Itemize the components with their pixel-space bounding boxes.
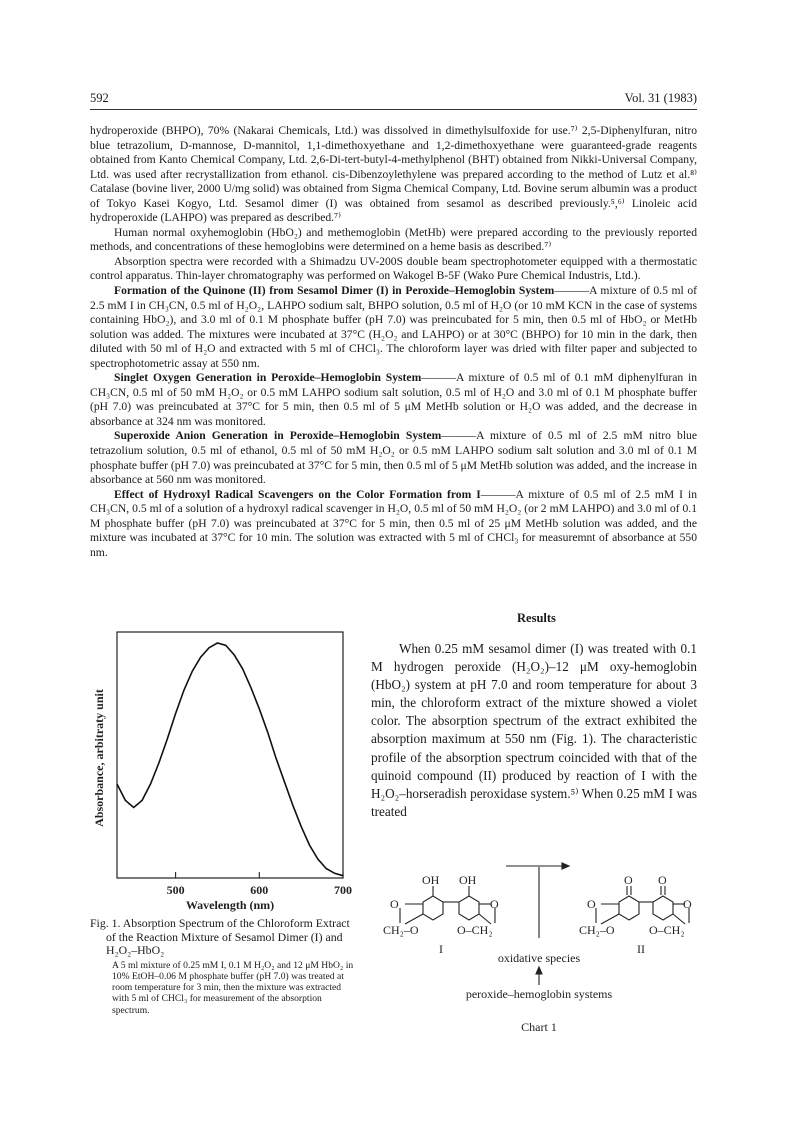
compound-I-ch2o: CH₂–O [383, 923, 419, 937]
x-axis-label: Wavelength (nm) [185, 898, 275, 912]
compound-II-och2: O–CH₂ [649, 923, 685, 937]
caption-note: A 5 ml mixture of 0.25 mM I, 0.1 M H₂O₂ and 12 μM HbO₂ in 10% EtOH–0.06 M phosphate buffer (pH 7.0) was treated at room temperature for 3 min, then the mixture was extracted with 5 ml of CHCl₃ for measurement of the absorption spectrum. [112, 959, 354, 1016]
absorption-spectrum-chart [90, 631, 360, 913]
reaction-scheme [371, 795, 697, 1045]
compound-II-ch2o: CH₂–O [579, 923, 615, 937]
singlet-oxygen-text: ———A mixture of 0.5 ml of 0.1 mM diphenylfuran in CH₃CN, 0.5 ml of 50 mM H₂O₂ or 0.5 mM LAHPO sodium salt solution, 0.5 ml of H₂O and 3.0 ml of 0.1 M phosphate buffer (pH 7.0) was preincubated at 37°C for 5 min, then 0.5 ml of 5 μM MetHb solution or H₂O was added, and the decrease in absorbance at 324 nm was monitored. [90, 371, 697, 428]
x-tick-label: 600 [250, 883, 269, 897]
compound-II-o-right: O [683, 897, 692, 911]
compound-I-o-right: O [490, 897, 499, 911]
compound-II-o-top-right: O [658, 873, 667, 887]
compound-I-structure [400, 886, 495, 924]
x-tick-label: 700 [334, 883, 352, 897]
compound-I-och2: O–CH₂ [457, 923, 493, 937]
compound-I-oh-right: OH [459, 873, 477, 887]
hydroxyl-text: ———A mixture of 0.5 ml of 2.5 mM I in CH₃CN, 0.5 ml of a solution of a hydroxyl radical scavenger in H₂O, 0.5 ml of 50 mM H₂O₂ (or 2 mM LAHPO) and 3.0 ml of 0.1 M phosphate buffer (pH 7.0) was preincubated at 37°C for 5 min, then 0.5 ml of 25 μM MetHb solution was added, and the mixture was incubated at 37°C for 10 min. The solution was extracted with 5 ml of CHCl₃ for measuremnt of absorbance at 550 nm. [90, 487, 697, 559]
page-number: 592 [90, 91, 109, 105]
hydroxyl-heading: Effect of Hydroxyl Radical Scavengers on the Color Formation from I [114, 487, 481, 501]
superoxide-paragraph [90, 429, 697, 487]
quinone-method-heading: Formation of the Quinone (II) from Sesamol Dimer (I) in Peroxide–Hemoglobin System [114, 284, 555, 298]
results-column [371, 640, 697, 821]
results-heading: Results [517, 611, 556, 625]
y-axis-label: Absorbance, arbitraty unit [92, 689, 106, 827]
compound-II-o-top-left: O [624, 873, 633, 887]
spectrum-line [117, 643, 343, 876]
quinone-method-text: ———A mixture of 0.5 ml of 2.5 mM I in CH₃CN, 0.5 ml of H₂O₂, LAHPO sodium salt, BHPO solution, 0.5 ml of H₂O (or 10 mM KCN in the case of systems containing HbO₂), and 3.0 ml of 0.1 M phosphate buffer (pH 7.0) was preincubated for 5 min, then 0.5 ml of HbO₂ or MetHb solution was added. The mixtures were incubated at 37°C (H₂O₂ and LAHPO) or at 30°C (BHPO) for 10 min in the dark, then diluted with 50 ml of H₂O and extracted with 5 ml of CHCl₃. The chloroform layer was dried with filter paper and subjected to spectrophotometric assay at 550 nm. [90, 284, 697, 370]
figure-1 [90, 631, 360, 913]
peroxide-systems-label: peroxide–hemoglobin systems [465, 987, 613, 1001]
compound-II-label: II [637, 942, 645, 956]
singlet-oxygen-paragraph [90, 371, 697, 429]
compound-II-structure [596, 886, 689, 924]
compound-II-o-left: O [587, 897, 596, 911]
compound-I-label: I [439, 942, 443, 956]
x-tick-label: 500 [166, 883, 185, 897]
hydroxyl-paragraph [90, 488, 697, 561]
chart-1-scheme [371, 795, 697, 1045]
hemoglobin-paragraph: Human normal oxyhemoglobin (HbO₂) and methemoglobin (MetHb) were prepared according to the previously reported methods, and concentrations of these hemoglobins were determined on a heme basis as described.⁷⁾ [90, 225, 697, 254]
plot-frame [117, 632, 343, 878]
materials-methods-text [90, 124, 697, 560]
superoxide-text: ———A mixture of 0.5 ml of 2.5 mM nitro blue tetrazolium solution, 0.5 ml of ethanol, 0.5 ml of 50 mM H₂O₂ or 0.5 mM LAHPO sodium salt solution and 3.0 ml of 0.1 M phosphate buffer (pH 7.0) was preincubated at 37°C for 5 min, then 0.5 ml of 5 μM MetHb solution was added, and the increase in absorbance at 560 nm was monitored. [90, 429, 697, 487]
superoxide-heading: Superoxide Anion Generation in Peroxide–Hemoglobin System [114, 429, 442, 443]
volume-label: Vol. 31 (1983) [624, 91, 697, 105]
materials-paragraph: hydroperoxide (BHPO), 70% (Nakarai Chemicals, Ltd.) was dissolved in dimethylsulfoxide for use.⁷⁾ 2,5-Diphenylfuran, nitro blue tetrazolium, D-mannose, D-mannitol, 1,1-dimethoxyethane and 1,2-dimethoxyethane were guaranteed-grade reagents obtained from Kanto Chemical Company, Ltd. 2,6-Di-tert-butyl-4-methylphenol (BHT) obtained from Nikki-Universal Company, Ltd. was used after recrystallization from ethanol. cis-Dibenzoylethylene was prepared according to the method of Lutz et al.⁸⁾ Catalase (bovine liver, 2000 U/mg solid) was obtained from Sigma Chemical Company, Ltd. Bovine serum albumin was a product of Tokyo Kasei Kogyo, Ltd. Sesamol dimer (I) was obtained from sesamol as described previously.⁵,⁶⁾ Linoleic acid hydroperoxide (LAHPO) was prepared as described.⁷⁾ [90, 124, 697, 225]
figure-caption [90, 917, 360, 1016]
header-rule [90, 109, 697, 110]
chart-1-title: Chart 1 [521, 1020, 557, 1034]
caption-title: Fig. 1. Absorption Spectrum of the Chloroform Extract of the Reaction Mixture of Sesamol Dimer (I) and H₂O₂–HbO₂ [90, 916, 350, 958]
spectra-paragraph: Absorption spectra were recorded with a Shimadzu UV-200S double beam spectrophotometer equipped with a thermostatic control apparatus. Thin-layer chromatography was performed on Wakogel B-5F (Wako Pure Chemical Industris, Ltd.). [90, 254, 697, 283]
oxidative-species-label: oxidative species [497, 951, 581, 965]
singlet-oxygen-heading: Singlet Oxygen Generation in Peroxide–Hemoglobin System [114, 371, 422, 385]
results-paragraph: When 0.25 mM sesamol dimer (I) was treated with 0.1 M hydrogen peroxide (H₂O₂)–12 μM oxy-hemoglobin (HbO₂) system at pH 7.0 and room temperature for about 3 min, the chloroform extract of the mixture showed a violet color. The absorption spectrum of the extract exhibited the absorption maximum at 550 nm (Fig. 1). The characteristic profile of the absorption spectrum coincided with that of the quinoid compound (II) produced by reaction of I with the H₂O₂–horseradish peroxidase system.⁵⁾ When 0.25 mM I was treated [371, 641, 697, 819]
quinone-method-paragraph [90, 284, 697, 371]
compound-I-oh-left: OH [422, 873, 440, 887]
reaction-arrows [506, 863, 569, 985]
compound-I-o-left: O [390, 897, 399, 911]
